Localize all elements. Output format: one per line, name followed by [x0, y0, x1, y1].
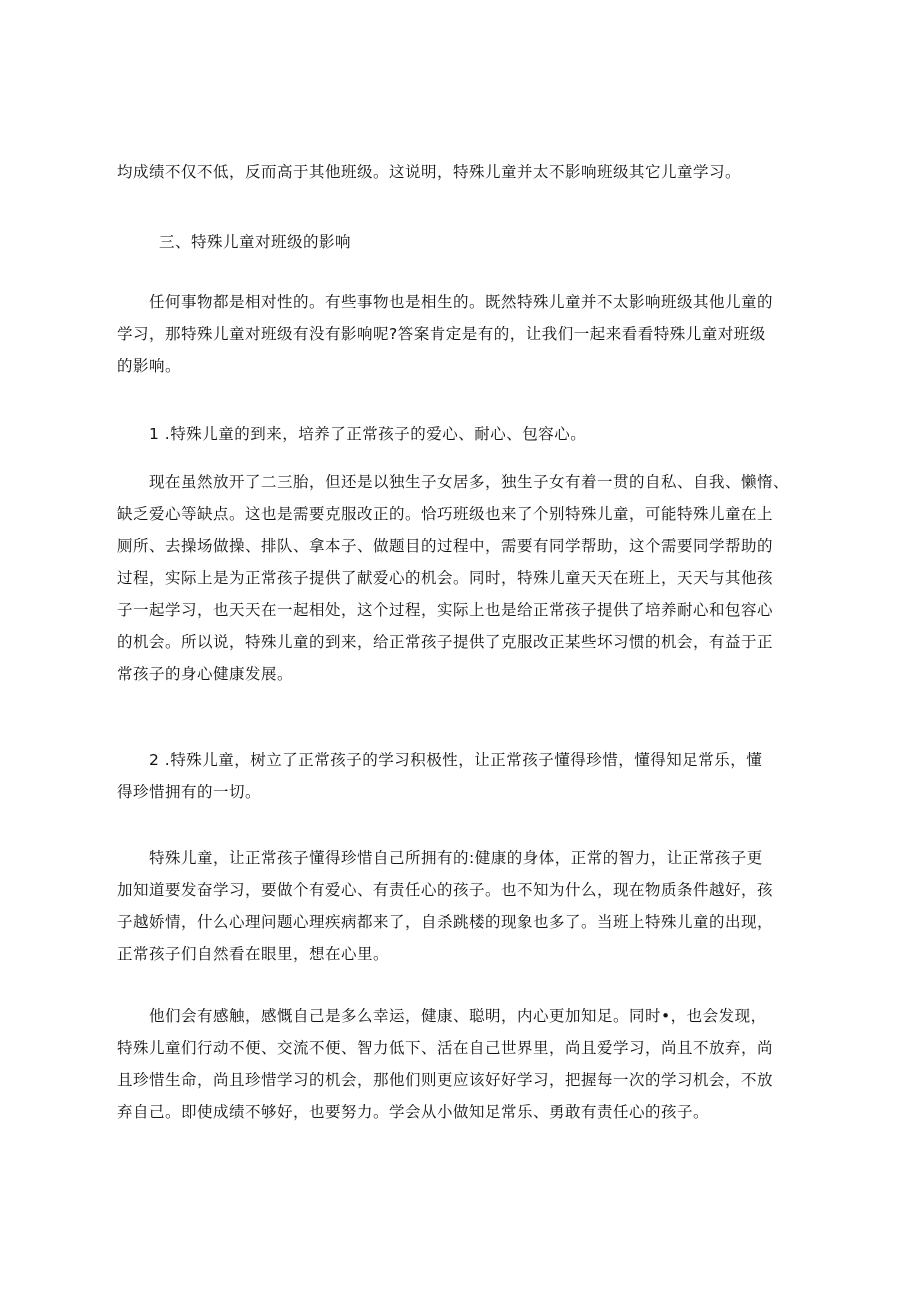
text-line: 缺乏爱心等缺点。这也是需要克服改正的。恰巧班级也来了个别特殊儿童，可能特殊儿童在上 [117, 505, 774, 523]
section-heading: 三、特殊儿童对班级的影响 [159, 233, 352, 251]
text-line: 他们会有感触，感慨自己是多么幸运，健康、聪明，内心更加知足。同时•，也会发现， [149, 1007, 767, 1025]
text-line: 弃自己。即使成绩不够好，也要努力。学会从小做知足常乐、勇敢有责任心的孩子。 [117, 1103, 710, 1121]
text-line: 现在虽然放开了二三胎，但还是以独生子女居多，独生子女有着一贯的自私、自我、懒惰、 [149, 473, 790, 491]
text-line: 的影响。 [117, 357, 182, 375]
text-line: 得珍惜拥有的一切。 [117, 783, 262, 801]
text-line: 正常孩子们自然看在眼里，想在心里。 [117, 945, 390, 963]
text-line: 加知道要发奋学习，要做个有爱心、有责任心的孩子。也不知为什么，现在物质条件越好，孩 [117, 881, 774, 899]
point2-heading [117, 744, 807, 808]
text-line: 子一起学习，也天天在一起相处，这个过程，实际上也是给正常孩子提供了培养耐心和包容心 [117, 601, 774, 619]
text-line: 均成绩不仅不低，反而高于其他班级。这说明，特殊儿童并太不影响班级其它儿童学习。 [117, 163, 742, 181]
text-line: 特殊儿童们行动不便、交流不便、智力低下、活在自己世界里，尚且爱学习，尚且不放弃，尚 [117, 1039, 774, 1057]
point1-heading [117, 418, 807, 450]
text-line: 且珍惜生命，尚且珍惜学习的机会，那他们则更应该好好学习，把握每一次的学习机会，不放 [117, 1071, 774, 1089]
text-line: 厕所、去操场做操、排队、拿本子、做题目的过程中，需要有同学帮助，这个需要同学帮助的 [117, 537, 774, 555]
text-line: 常孩子的身心健康发展。 [117, 665, 294, 683]
text-line: 子越娇情，什么心理问题心理疾病都来了，自杀跳楼的现象也多了。当班上特殊儿童的出现， [117, 913, 774, 931]
text-line: 过程，实际上是为正常孩子提供了献爱心的机会。同时，特殊儿童天天在班上，天天与其他孩 [117, 569, 774, 587]
closing-paragraph [117, 1000, 807, 1128]
text-line: 学习，那特殊儿童对班级有没有影响呢?答案肯定是有的，让我们一起来看看特殊儿童对班级 [117, 325, 766, 343]
point1-paragraph [117, 466, 807, 690]
text-line: 的机会。所以说，特殊儿童的到来，给正常孩子提供了克服改正某些坏习惯的机会，有益于正 [117, 633, 774, 651]
intro-paragraph [117, 286, 807, 382]
text-line: 特殊儿童，让正常孩子懂得珍惜自己所拥有的:健康的身体，正常的智力，让正常孩子更 [149, 849, 763, 867]
text-line: 1 .特殊儿童的到来，培养了正常孩子的爱心、耐心、包容心。 [149, 425, 587, 443]
text-line: 任何事物都是相对性的。有些事物也是相生的。既然特殊儿童并不太影响班级其他儿童的 [149, 293, 774, 311]
text-line: 2 .特殊儿童，树立了正常孩子的学习积极性，让正常孩子懂得珍惜，懂得知足常乐，懂 [149, 751, 763, 769]
continuation-paragraph [117, 156, 807, 188]
point2-paragraph [117, 842, 807, 970]
